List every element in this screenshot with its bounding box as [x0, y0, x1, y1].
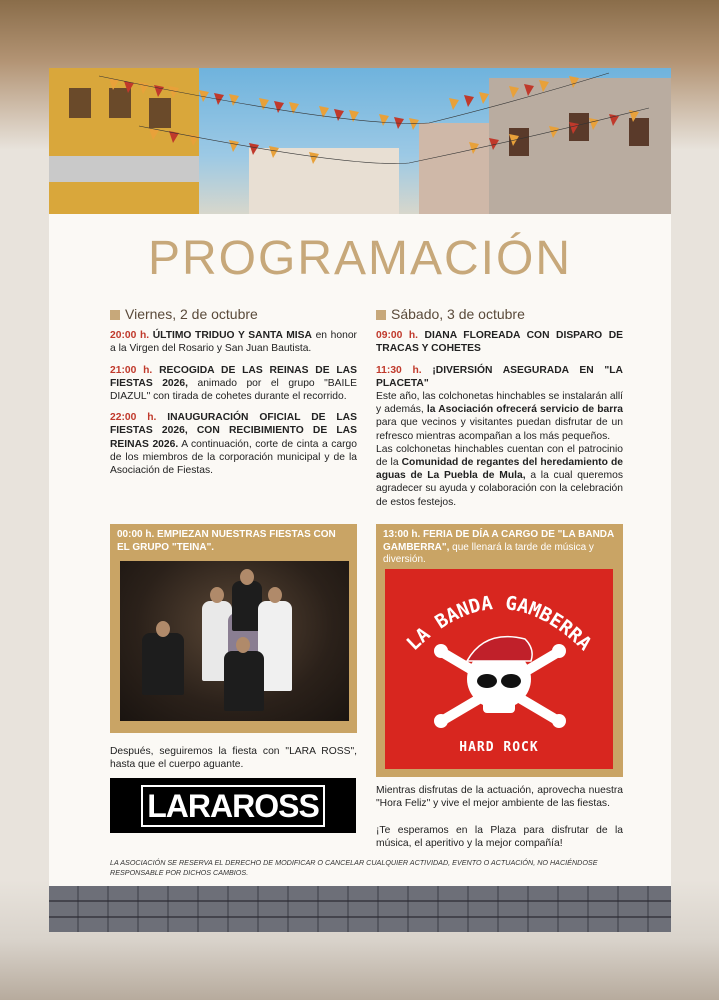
- text-span: que llenará la tarde de música y diversión.: [383, 541, 594, 565]
- lara-ross-logo-text: LARAROSS: [141, 785, 325, 827]
- placeta-paragraph-1: [376, 390, 623, 443]
- square-bullet-icon: [110, 310, 120, 320]
- teina-band-photo: [120, 561, 349, 721]
- text-span-bold: 13:00 h. FERIA DE DÍA A CARGO DE "LA BANDA GAMBERRA",: [383, 529, 614, 553]
- text-span: Las colchonetas hinchables cuentan con el patrocinio de la: [376, 443, 623, 469]
- text-span: Este año, las colchonetas hinchables se instalarán allí y además,: [376, 391, 623, 416]
- saturday-column: [376, 308, 623, 517]
- event-item: [110, 364, 357, 404]
- friday-heading: [110, 308, 357, 321]
- event-item: [376, 364, 623, 390]
- event-title: DIANA FLOREADA CON DISPARO DE TRACAS Y COHETES: [376, 330, 623, 355]
- cobblestone-strip: [49, 886, 671, 932]
- lara-ross-logo: [110, 778, 356, 833]
- event-item: [110, 411, 357, 477]
- event-time: 09:00 h.: [376, 330, 419, 342]
- band-logo-art: [385, 569, 613, 769]
- event-description: A continuación, corte de cinta a cargo de los miembros de la corporación municipal y de la Asociación de Fiestas.: [110, 438, 357, 477]
- event-title: INAUGURACIÓN OFICIAL DE LAS FIESTAS 2026, CON RECIBIMIENTO DE LAS REINAS 2026.: [110, 412, 357, 450]
- event-title: RECOGIDA DE LAS REINAS DE LAS FIESTAS 2026,: [110, 364, 357, 389]
- event-time: 21:00 h.: [110, 364, 153, 376]
- bunting-flags: [49, 68, 671, 214]
- text-span-bold: Comunidad de regantes del heredamiento de aguas de La Puebla de Mula,: [376, 457, 623, 482]
- event-time: 20:00 h.: [110, 330, 150, 342]
- friday-column: [110, 308, 357, 485]
- text-span-bold: la Asociación ofrecerá servicio de barra: [426, 404, 623, 416]
- invitation-paragraph: ¡Te esperamos en la Plaza para disfrutar de la música, el aperitivo y la mejor compañía!: [376, 825, 623, 850]
- disclaimer: LA ASOCIACIÓN SE RESERVA EL DERECHO DE MODIFICAR O CANCELAR CUALQUIER ACTIVIDAD, EVENTO O ACTUACIÓN, NO HACIÉNDOSE RESPONSABLE POR DICHOS CAMBIOS.: [110, 858, 598, 877]
- event-item: [110, 329, 357, 355]
- friday-day-label: Viernes, 2 de octubre: [125, 306, 258, 322]
- banda-gamberra-logo: [385, 569, 613, 769]
- band-subtitle: HARD ROCK: [459, 740, 539, 755]
- event-item: [376, 329, 623, 355]
- saturday-day-label: Sábado, 3 de octubre: [391, 306, 525, 322]
- teina-highlight-text: 00:00 h. EMPIEZAN NUESTRAS FIESTAS CON EL GRUPO "TEINA".: [117, 529, 336, 553]
- event-time: 11:30 h.: [376, 364, 422, 376]
- event-title: ¡DIVERSIÓN ASEGURADA EN "LA PLACETA": [376, 364, 623, 389]
- skull-crossbones-icon: [434, 637, 566, 728]
- street-photo-banner: [49, 68, 671, 214]
- event-poster: [49, 68, 671, 932]
- event-description: en honor a la Virgen del Rosario y San Juan Bautista.: [110, 330, 357, 355]
- saturday-heading: [376, 308, 623, 321]
- event-title: ÚLTIMO TRIDUO Y SANTA MISA: [152, 330, 312, 342]
- lara-ross-intro: Después, seguiremos la fiesta con "LARA ROSS", hasta que el cuerpo aguante.: [110, 746, 357, 771]
- placeta-paragraph-2: [376, 443, 623, 509]
- banda-highlight-text: [383, 529, 616, 567]
- event-time: 22:00 h.: [110, 412, 157, 424]
- text-span: para que vecinos y visitantes puedan disfrutar de un refresco mientras acompañan a los más pequeños.: [376, 417, 623, 442]
- event-description: animado por el grupo "BAILE DIAZUL" con tirada de cohetes durante el recorrido.: [110, 377, 357, 403]
- band-name-arc: LA BANDA GAMBERRA: [402, 592, 596, 656]
- happy-hour-paragraph: Mientras disfrutas de la actuación, aprovecha nuestra "Hora Feliz" y vive el mejor ambiente de las fiestas.: [376, 785, 623, 810]
- text-span: a la cual queremos agradecer su ayuda y colaboración con la celebración de estos festejos.: [376, 470, 623, 508]
- square-bullet-icon: [376, 310, 386, 320]
- page-title: PROGRAMACIÓN: [147, 232, 573, 285]
